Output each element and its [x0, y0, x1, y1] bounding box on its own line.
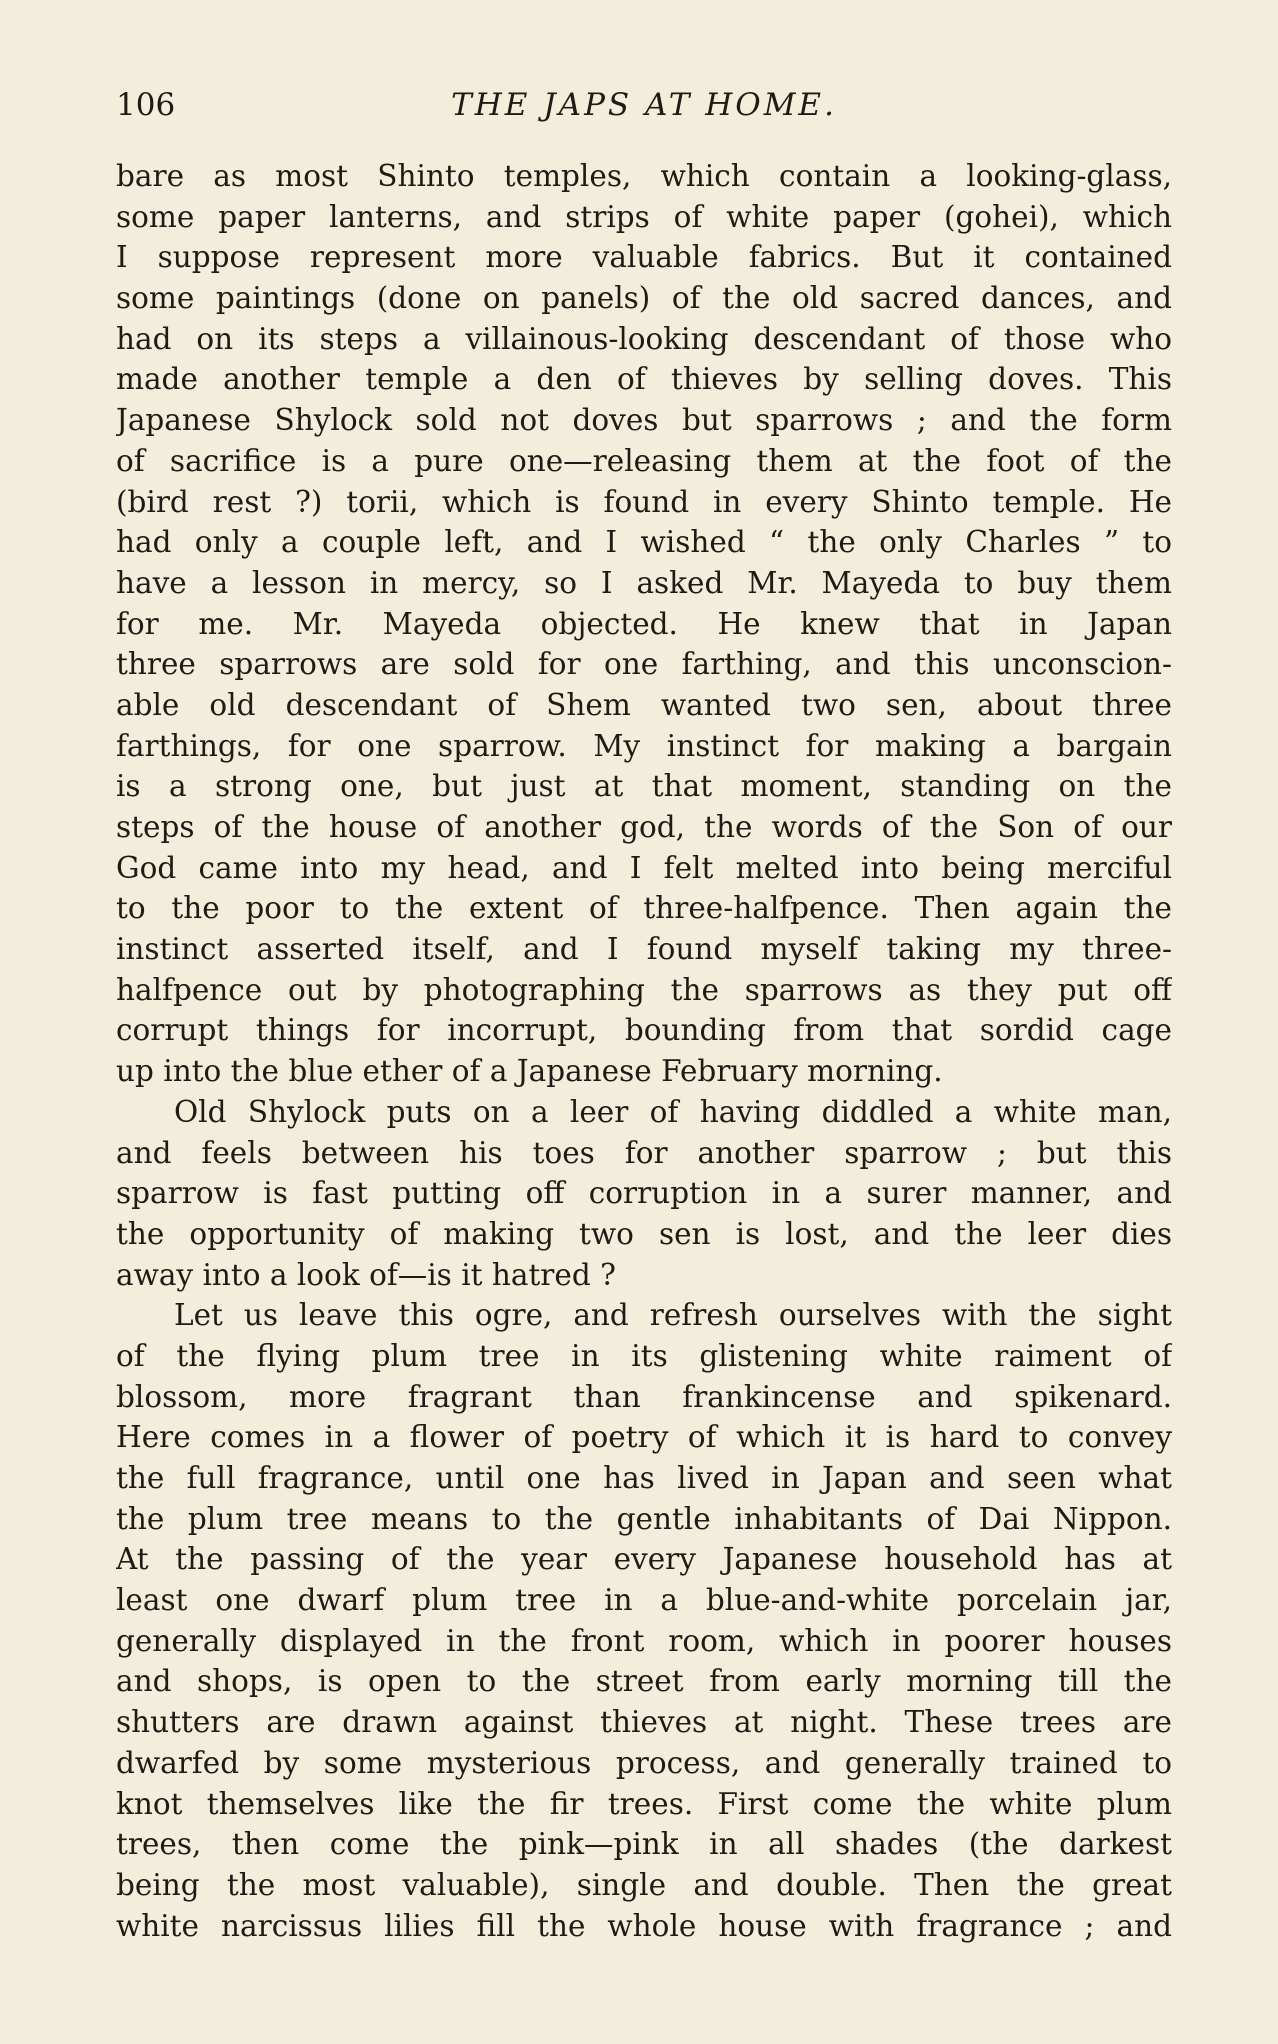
- text-line: and feels between his toes for another sparrow ; but this: [116, 1135, 1172, 1170]
- text-line: and shops, is open to the street from early morning till the: [116, 1664, 1172, 1699]
- text-line: Japanese Shylock sold not doves but sparrows ; and the form: [116, 403, 1172, 438]
- text-line: made another temple a den of thieves by selling doves. This: [116, 362, 1172, 397]
- text-line: white narcissus lilies fill the whole house with fragrance ; and: [116, 1908, 1172, 1943]
- text-line: the full fragrance, until one has lived in Japan and seen what: [116, 1461, 1172, 1495]
- text-line: is a strong one, but just at that moment, standing on the: [116, 769, 1172, 804]
- text-line: instinct asserted itself, and I found myself taking my three-: [116, 932, 1172, 967]
- text-line: able old descendant of Shem wanted two sen, about three: [116, 687, 1172, 722]
- text-line: the plum tree means to the gentle inhabitants of Dai Nippon.: [116, 1501, 1172, 1536]
- text-line: for me. Mr. Mayeda objected. He knew that in Japan: [116, 606, 1172, 641]
- text-line: farthings, for one sparrow. My instinct for making a bargain: [116, 728, 1172, 763]
- text-line: Here comes in a flower of poetry of which it is hard to convey: [116, 1420, 1172, 1455]
- text-line: steps of the house of another god, the words of the Son of our: [116, 810, 1172, 844]
- running-title: THE JAPS AT HOME.: [451, 87, 837, 123]
- running-head: [116, 82, 1172, 128]
- text-line: of sacrifice is a pure one—releasing them at the foot of the: [116, 443, 1172, 478]
- text-line: Let us leave this ogre, and refresh ourselves with the sight: [174, 1298, 1172, 1333]
- paragraph: [116, 156, 1172, 1092]
- text-line: shutters are drawn against thieves at night. These trees are: [116, 1705, 1172, 1740]
- paragraph: [116, 1295, 1172, 1946]
- text-line: blossom, more fragrant than frankincense and spikenard.: [116, 1379, 1172, 1414]
- text-line: I suppose represent more valuable fabrics. But it contained: [116, 240, 1172, 275]
- text-line: God came into my head, and I felt melted into being merciful: [116, 850, 1172, 885]
- text-line: have a lesson in mercy, so I asked Mr. Mayeda to buy them: [116, 565, 1172, 600]
- book-page: [116, 82, 1172, 1946]
- text-line: generally displayed in the front room, which in poorer houses: [116, 1623, 1172, 1658]
- body-text: [116, 156, 1172, 1946]
- text-line: bare as most Shinto temples, which contain a looking-glass,: [116, 159, 1172, 193]
- text-line: to the poor to the extent of three-halfpence. Then again the: [116, 891, 1172, 926]
- text-line: some paintings (done on panels) of the old sacred dances, and: [116, 281, 1172, 316]
- text-line: up into the blue ether of a Japanese February morning.: [116, 1054, 943, 1089]
- text-line: three sparrows are sold for one farthing, and this unconscion-: [116, 647, 1172, 682]
- text-line: trees, then come the pink—pink in all shades (the darkest: [116, 1827, 1172, 1862]
- text-line: At the passing of the year every Japanese household has at: [116, 1542, 1172, 1577]
- paragraph: [116, 1092, 1172, 1295]
- text-line: knot themselves like the fir trees. First come the white plum: [116, 1786, 1172, 1821]
- text-line: of the flying plum tree in its glistening white raiment of: [116, 1338, 1172, 1373]
- text-line: Old Shylock puts on a leer of having diddled a white man,: [174, 1094, 1172, 1129]
- text-line: away into a look of—is it hatred ?: [116, 1257, 616, 1292]
- text-line: dwarfed by some mysterious process, and generally trained to: [116, 1745, 1172, 1780]
- text-line: the opportunity of making two sen is lost, and the leer dies: [116, 1216, 1172, 1251]
- text-line: least one dwarf plum tree in a blue-and-white porcelain jar,: [116, 1583, 1172, 1618]
- text-line: some paper lanterns, and strips of white paper (gohei), which: [116, 199, 1172, 234]
- text-line: being the most valuable), single and double. Then the great: [116, 1867, 1172, 1902]
- text-line: (bird rest ?) torii, which is found in every Shinto temple. He: [116, 484, 1172, 519]
- page-number: 106: [116, 87, 176, 123]
- text-line: had only a couple left, and I wished “ the only Charles ” to: [116, 525, 1172, 560]
- text-line: halfpence out by photographing the sparrows as they put off: [116, 972, 1172, 1007]
- text-line: had on its steps a villainous-looking descendant of those who: [116, 321, 1172, 356]
- text-line: corrupt things for incorrupt, bounding from that sordid cage: [116, 1013, 1172, 1048]
- text-line: sparrow is fast putting off corruption in a surer manner, and: [116, 1176, 1172, 1211]
